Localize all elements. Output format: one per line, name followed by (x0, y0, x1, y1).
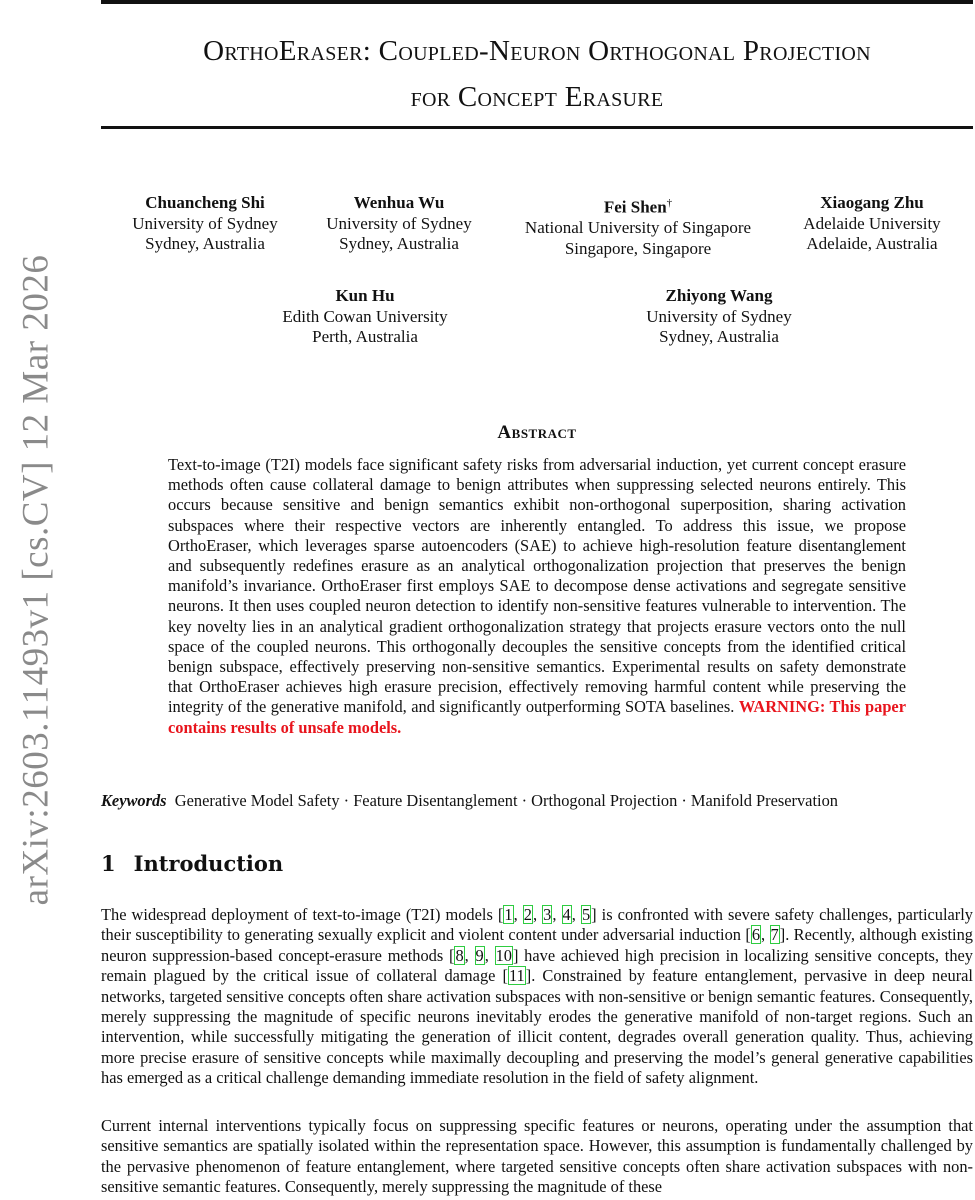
unsafe-content-warning: WARNING: This paper contains results of unsafe models. (168, 697, 906, 737)
corresponding-author-mark: † (666, 197, 673, 209)
citation-link[interactable]: 9 (475, 945, 484, 965)
title-rule-bottom (101, 126, 973, 129)
author-block (132, 193, 277, 255)
citation-link[interactable]: 1 (504, 905, 513, 924)
author-block (282, 286, 447, 348)
citation-link[interactable]: 2 (523, 905, 532, 924)
section-title: Introduction (133, 851, 284, 876)
author-name-line (525, 193, 751, 218)
author-name: Fei Shen (603, 197, 667, 217)
paragraph-text: The widespread deployment of text-to-image (T2I) models [ (101, 905, 504, 924)
author-name: Xiaogang Zhu (820, 193, 924, 212)
arxiv-identifier: arXiv:2603.11493v1 [cs.CV] 12 Mar 2026 (15, 254, 57, 906)
author-affiliation: University of Sydney (326, 213, 472, 233)
intro-paragraph-2: Current internal interventions typically focus on suppressing specific features or neurons, operating under the assumption that sensitive semantics are spatially isolated within the representation space. However, this assumption is fundamentally challenged by the pervasive phenomenon of feature entanglement, where targeted sensitive concepts often share activation subspaces with non-sensitive semantic features. Consequently, merely suppressing the magnitude of these (101, 1116, 973, 1197)
author-affiliation: National University of Singapore (524, 218, 752, 238)
keywords-line (101, 791, 973, 811)
author-location: Adelaide, Australia (806, 234, 938, 253)
intro-paragraph-1: The widespread deployment of text-to-image (T2I) models [1, 2, 3, 4, 5] is confronted with severe safety challenges, particularly their susceptibility to generating sexually explicit and violent content under adversarial induction [6, 7]. Recently, although existing neuron suppression-based concept-erasure methods [8, 9, 10] have achieved high precision in localizing sensitive concepts, they remain plagued by the critical issue of collateral damage [11]. Constrained by feature entanglement, pervasive in deep neural networks, targeted sensitive concepts often share activation subspaces with non-sensitive or benign semantic features. Consequently, merely suppressing the magnitude of specific neurons inevitably erodes the generative manifold of non-target regions. Such an intervention, while successfully mitigating the generation of illicit content, degrades overall generation quality. Thus, achieving more precise erasure of sensitive concepts while maximally decoupling and preserving the model’s general generative capabilities has emerged as a critical challenge demanding immediate resolution in the field of safety alignment. (101, 905, 974, 1088)
section-number: 1 (101, 851, 116, 876)
author-affiliation: University of Sydney (132, 213, 278, 233)
citation-link[interactable]: 3 (543, 905, 552, 924)
author-name: Wenhua Wu (353, 193, 445, 212)
author-affiliation: University of Sydney (646, 306, 792, 326)
author-location: Singapore, Singapore (564, 238, 712, 258)
paragraph-text: ]. Recently, although existing neuron suppression-based concept-erasure methods [ (101, 925, 974, 965)
citation-link[interactable]: 11 (508, 966, 525, 986)
citation-link[interactable]: 4 (562, 905, 571, 924)
author-name: Zhiyong Wang (665, 286, 773, 305)
citation-link[interactable]: 7 (770, 925, 779, 945)
section-heading (101, 851, 283, 876)
author-name: Kun Hu (335, 286, 395, 305)
citation-link[interactable]: 8 (455, 945, 464, 965)
author-block (525, 193, 751, 259)
author-affiliation: Adelaide University (803, 213, 941, 233)
paragraph-text: ] is confronted with severe safety challenges, particularly their susceptibility to generating sexually explicit and violent content under adversarial induction [ (101, 905, 974, 945)
title-line-1: OrthoEraser: Coupled-Neuron Orthogonal Projection (203, 35, 871, 67)
paragraph-text: ] have achieved high precision in localizing sensitive concepts, they remain plagued by the critical issue of collateral damage [ (101, 945, 973, 986)
author-block (646, 286, 791, 348)
title-line-2: for Concept Erasure (410, 81, 664, 113)
author-location: Sydney, Australia (145, 234, 265, 253)
author-block (803, 193, 940, 255)
author-affiliation: Edith Cowan University (282, 306, 448, 326)
author-location: Sydney, Australia (339, 234, 459, 253)
citation-link[interactable]: 10 (495, 945, 512, 965)
author-name: Chuancheng Shi (145, 193, 265, 212)
keywords-text: Generative Model Safety · Feature Disentanglement · Orthogonal Projection · Manifold Preservation (174, 791, 838, 810)
author-location: Perth, Australia (312, 327, 418, 346)
paragraph-text: ]. Constrained by feature entanglement, pervasive in deep neural networks, targeted sensitive concepts often share activation subspaces with non-sensitive or benign semantic features. Consequently, merely suppressing the magnitude of specific neurons inevitably erodes the generative manifold of non-target regions. Such an intervention, while successfully mitigating the generation of illicit content, degrades overall generation quality. Thus, achieving more precise erasure of sensitive concepts while maximally decoupling and preserving the model’s general generative capabilities has emerged as a critical challenge demanding immediate resolution in the field of safety alignment. (101, 966, 973, 1088)
author-block (326, 193, 471, 255)
abstract-body (168, 455, 906, 738)
abstract-heading: Abstract (497, 422, 577, 443)
citation-link[interactable]: 6 (751, 925, 761, 945)
title-rule-top (101, 0, 973, 4)
abstract-text: Text-to-image (T2I) models face significant safety risks from adversarial induction, yet current concept erasure methods often cause collateral damage to benign attributes when suppressing selected neurons entirely. This occurs because sensitive and benign semantics exhibit non-orthogonal superposition, sharing activation subspaces where their respective vectors are inherently entangled. To address this issue, we propose OrthoEraser, which leverages sparse autoencoders (SAE) to achieve high-resolution feature disentanglement and subsequently redefines erasure as an analytical orthogonalization projection that preserves the benign manifold’s invariance. OrthoEraser first employs SAE to decompose dense activations and segregate sensitive neurons. It then uses coupled neuron detection to identify non-sensitive features vulnerable to intervention. The key novelty lies in an analytical gradient orthogonalization strategy that projects erasure vectors onto the null space of the coupled neurons. This orthogonally decouples the sensitive concepts from the identified critical benign subspace, effectively preserving non-sensitive semantics. Experimental results on safety demonstrate that OrthoEraser achieves high erasure precision, effectively removing harmful content while preserving the integrity of the generative manifold, and significantly outperforming SOTA baselines. (168, 455, 906, 717)
paper-title (101, 28, 973, 120)
citation-link[interactable]: 5 (581, 905, 591, 924)
author-location: Sydney, Australia (659, 327, 779, 346)
keywords-label: Keywords (101, 791, 167, 810)
